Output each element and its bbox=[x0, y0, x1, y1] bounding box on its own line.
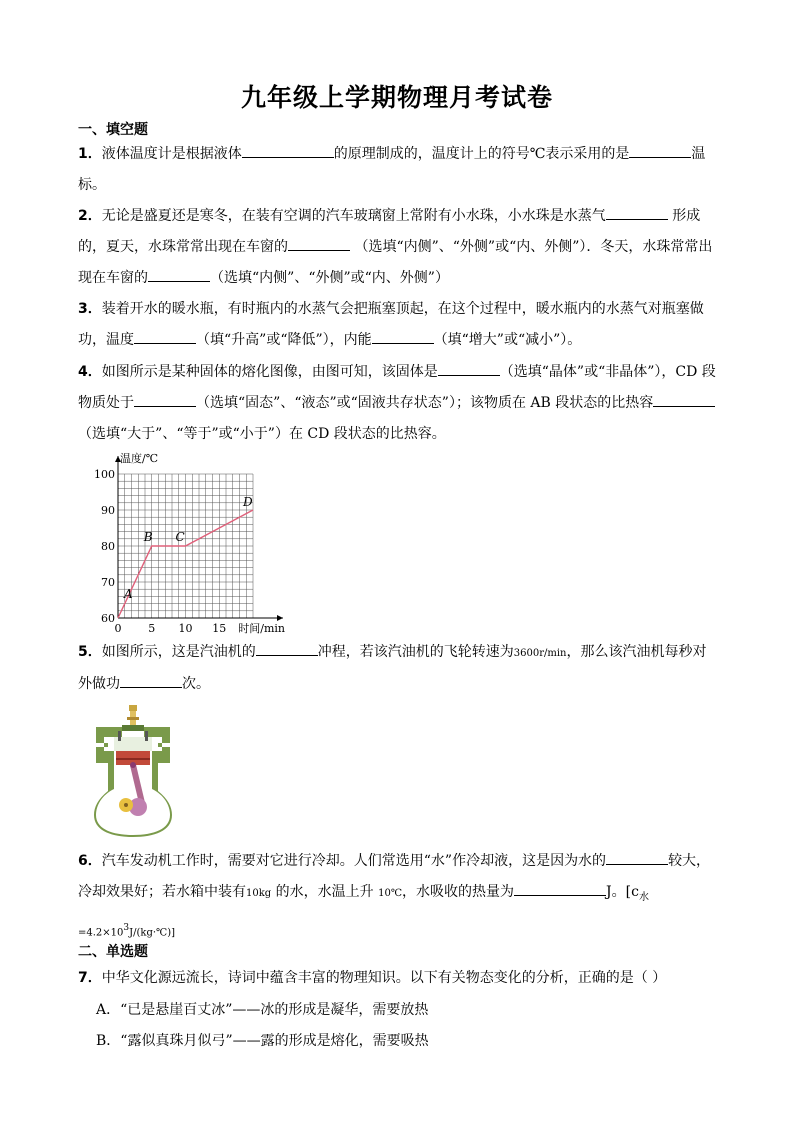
y-tick-label: 90 bbox=[101, 504, 115, 517]
question-3: 3．装着开水的暖水瓶，有时瓶内的水蒸气会把瓶塞顶起，在这个过程中，暖水瓶内的水蒸气对瓶塞做 功，温度 （填“升高”或“降低”），内能 （填“增大”或“减小”）。 bbox=[78, 301, 704, 348]
point-label: D bbox=[243, 495, 253, 509]
answer-blank[interactable] bbox=[653, 390, 715, 407]
crankshaft-icon bbox=[119, 798, 147, 816]
question-5: 5．如图所示，这是汽油机的 冲程，若该汽油机的飞轮转速为3600r/min，那么该汽油机每秒对 外做功 次。 bbox=[78, 637, 742, 700]
answer-blank[interactable] bbox=[438, 359, 500, 376]
y-axis-label: 温度/℃ bbox=[120, 452, 159, 465]
answer-blank[interactable] bbox=[242, 141, 334, 158]
point-label: B bbox=[143, 530, 153, 544]
answer-blank[interactable] bbox=[134, 327, 196, 344]
question-number: 4． bbox=[78, 364, 102, 380]
question-number: 3． bbox=[78, 301, 102, 317]
gasoline-engine-figure bbox=[92, 703, 174, 837]
melting-graph bbox=[92, 450, 312, 640]
x-tick-label: 0 bbox=[114, 622, 122, 635]
option-a[interactable]: A．“已是悬崖百丈冰”——冰的形成是凝华，需要放热 bbox=[96, 1002, 429, 1018]
point-label: A bbox=[124, 587, 133, 601]
question-7: 7．中华文化源远流长，诗词中蕴含丰富的物理知识。以下有关物态变化的分析，正确的是（ ） bbox=[78, 970, 667, 986]
answer-blank[interactable] bbox=[288, 234, 350, 251]
connecting-rod-icon bbox=[130, 762, 142, 803]
answer-blank[interactable] bbox=[629, 141, 691, 158]
question-number: 7． bbox=[78, 970, 102, 986]
page-title: 九年级上学期物理月考试卷 bbox=[240, 83, 553, 112]
section-fill-in: 一、填空题 bbox=[78, 122, 148, 138]
answer-blank[interactable] bbox=[372, 327, 434, 344]
answer-blank[interactable] bbox=[606, 203, 668, 220]
question-6: 6．汽车发动机工作时，需要对它进行冷却。人们常选用“水”作冷却液，这是因为水的 较大， 冷却效果好；若水箱中装有10kg 的水，水温上升 10℃，水吸收的热量为 J。[$c_水$ $=4.2\times 10^3J/(kg\cdot℃)$] bbox=[78, 846, 742, 948]
question-number: 1． bbox=[78, 146, 102, 162]
question-2: 2．无论是盛夏还是寒冬，在装有空调的汽车玻璃窗上常附有小水珠，小水珠是水蒸气 形成 的，夏天，水珠常常出现在车窗的 （选填“内侧”、“外侧”或“内、外侧”）．冬天，水珠常常出 现在车窗的 （选填“内侧”、“外侧”或“内、外侧”） bbox=[78, 201, 742, 294]
option-b[interactable]: B．“露似真珠月似弓”——露的形成是熔化，需要吸热 bbox=[96, 1033, 429, 1049]
answer-blank[interactable] bbox=[134, 390, 196, 407]
cylinder-icon bbox=[94, 725, 172, 837]
question-number: 6． bbox=[78, 853, 102, 869]
spark-plug-icon bbox=[127, 705, 139, 725]
x-tick-label: 5 bbox=[148, 622, 156, 635]
x-axis-arrow bbox=[277, 615, 283, 621]
question-1: 1．液体温度计是根据液体 的原理制成的，温度计上的符号℃表示采用的是 温 标。 bbox=[78, 139, 742, 201]
y-tick-label: 60 bbox=[101, 612, 115, 625]
section-single-choice: 二、单选题 bbox=[78, 944, 148, 960]
answer-blank[interactable] bbox=[256, 639, 318, 656]
x-axis-label: 时间/min bbox=[238, 622, 285, 635]
x-tick-label: 15 bbox=[212, 622, 227, 635]
answer-blank[interactable] bbox=[606, 848, 668, 865]
answer-blank[interactable] bbox=[148, 265, 210, 282]
y-tick-label: 70 bbox=[101, 576, 115, 589]
question-number: 2． bbox=[78, 208, 102, 224]
answer-blank[interactable] bbox=[120, 671, 182, 688]
x-tick-label: 10 bbox=[178, 622, 193, 635]
y-tick-label: 80 bbox=[101, 540, 115, 553]
question-number: 5． bbox=[78, 644, 102, 660]
answer-blank[interactable] bbox=[514, 879, 606, 896]
point-label: C bbox=[175, 530, 185, 544]
question-4: 4．如图所示是某种固体的熔化图像，由图可知，该固体是 （选填“晶体”或“非晶体”），CD 段 物质处于 （选填“固态”、“液态”或“固液共存状态”）；该物质在 AB 段状态的比热容 （选填“大于”、“等于”或“小于”）在 CD 段状态的比热容。 bbox=[78, 357, 742, 450]
y-tick-label: 100 bbox=[94, 468, 115, 481]
